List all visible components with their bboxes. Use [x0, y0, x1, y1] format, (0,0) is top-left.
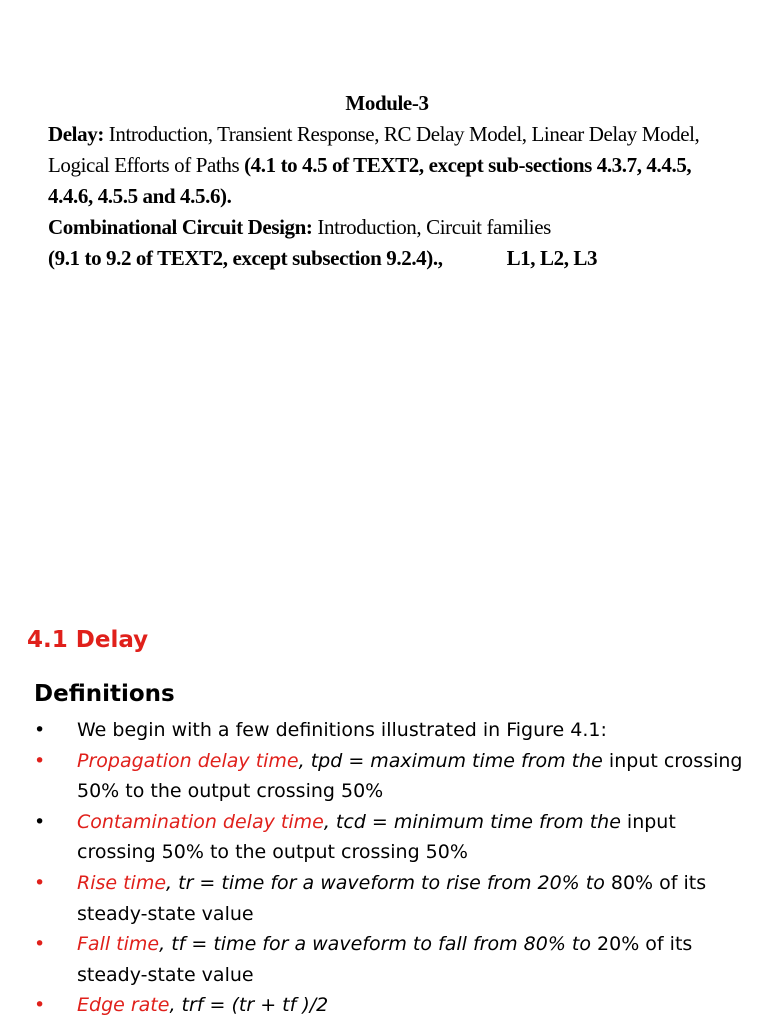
definition-formula: , tpd = maximum time from the	[298, 749, 603, 772]
bullet-marker: •	[34, 933, 46, 956]
logical-efforts-topic: Logical Efforts of Paths	[48, 153, 245, 177]
delay-subsections: 4.4.6, 4.5.5 and 4.5.6).	[48, 184, 232, 208]
definitions-heading: Definitions	[34, 681, 175, 707]
definition-term: Fall time	[77, 933, 160, 956]
combinational-label: Combinational Circuit Design:	[48, 215, 313, 239]
list-item	[0, 746, 768, 807]
list-item	[0, 715, 768, 746]
definition-text: input crossing 50% to the output crossing 50%	[77, 810, 676, 864]
combinational-text-reference: (9.1 to 9.2 of TEXT2, except subsection 9.2.4).,	[48, 246, 443, 270]
syllabus-line-combinational	[48, 212, 748, 243]
bullet-marker: •	[34, 994, 46, 1017]
list-item	[0, 807, 768, 868]
definition-formula: , tcd = minimum time from the	[323, 810, 621, 833]
definition-text: input crossing 50% to the output crossing 50%	[77, 749, 743, 803]
bullet-marker: •	[34, 719, 46, 741]
definition-formula: , tr = time for a waveform to rise from 20% to	[166, 871, 605, 894]
definition-term: Edge rate	[77, 994, 170, 1017]
combinational-topics: Introduction, Circuit families	[312, 215, 551, 239]
syllabus-line-logical-efforts	[48, 150, 748, 181]
syllabus-line-subsections	[48, 181, 748, 212]
definition-text: We begin with a few definitions illustrated in Figure 4.1:	[77, 719, 607, 741]
bullet-marker: •	[34, 749, 46, 772]
bloom-levels: L1, L2, L3	[506, 246, 598, 270]
list-item	[0, 990, 768, 1021]
definition-formula: , tf = time for a waveform to fall from 80% to	[159, 933, 591, 956]
section-title: 4.1 Delay	[27, 627, 149, 653]
syllabus-line-delay	[48, 119, 748, 150]
definition-term: Contamination delay time	[77, 810, 324, 833]
syllabus-line-combinational-reference	[48, 243, 748, 274]
list-item	[0, 929, 768, 990]
definition-formula: , trf = (tr + tf )/2	[169, 994, 329, 1017]
delay-text-reference: (4.1 to 4.5 of TEXT2, except sub-sections 4.3.7, 4.4.5,	[244, 153, 692, 177]
definition-term: Propagation delay time	[77, 749, 299, 772]
bullet-marker: •	[34, 810, 46, 833]
delay-label: Delay:	[48, 122, 104, 146]
module-title: Module-3	[345, 91, 429, 115]
list-item	[0, 868, 768, 929]
module-syllabus-block	[48, 88, 748, 274]
definitions-list	[0, 715, 768, 1021]
definition-term: Rise time	[77, 871, 167, 894]
delay-topics: Introduction, Transient Response, RC Delay Model, Linear Delay Model,	[103, 122, 700, 146]
definition-text: 20% of its steady-state value	[77, 933, 693, 986]
bullet-marker: •	[34, 871, 46, 894]
definition-text: 80% of its steady-state value	[77, 871, 707, 925]
